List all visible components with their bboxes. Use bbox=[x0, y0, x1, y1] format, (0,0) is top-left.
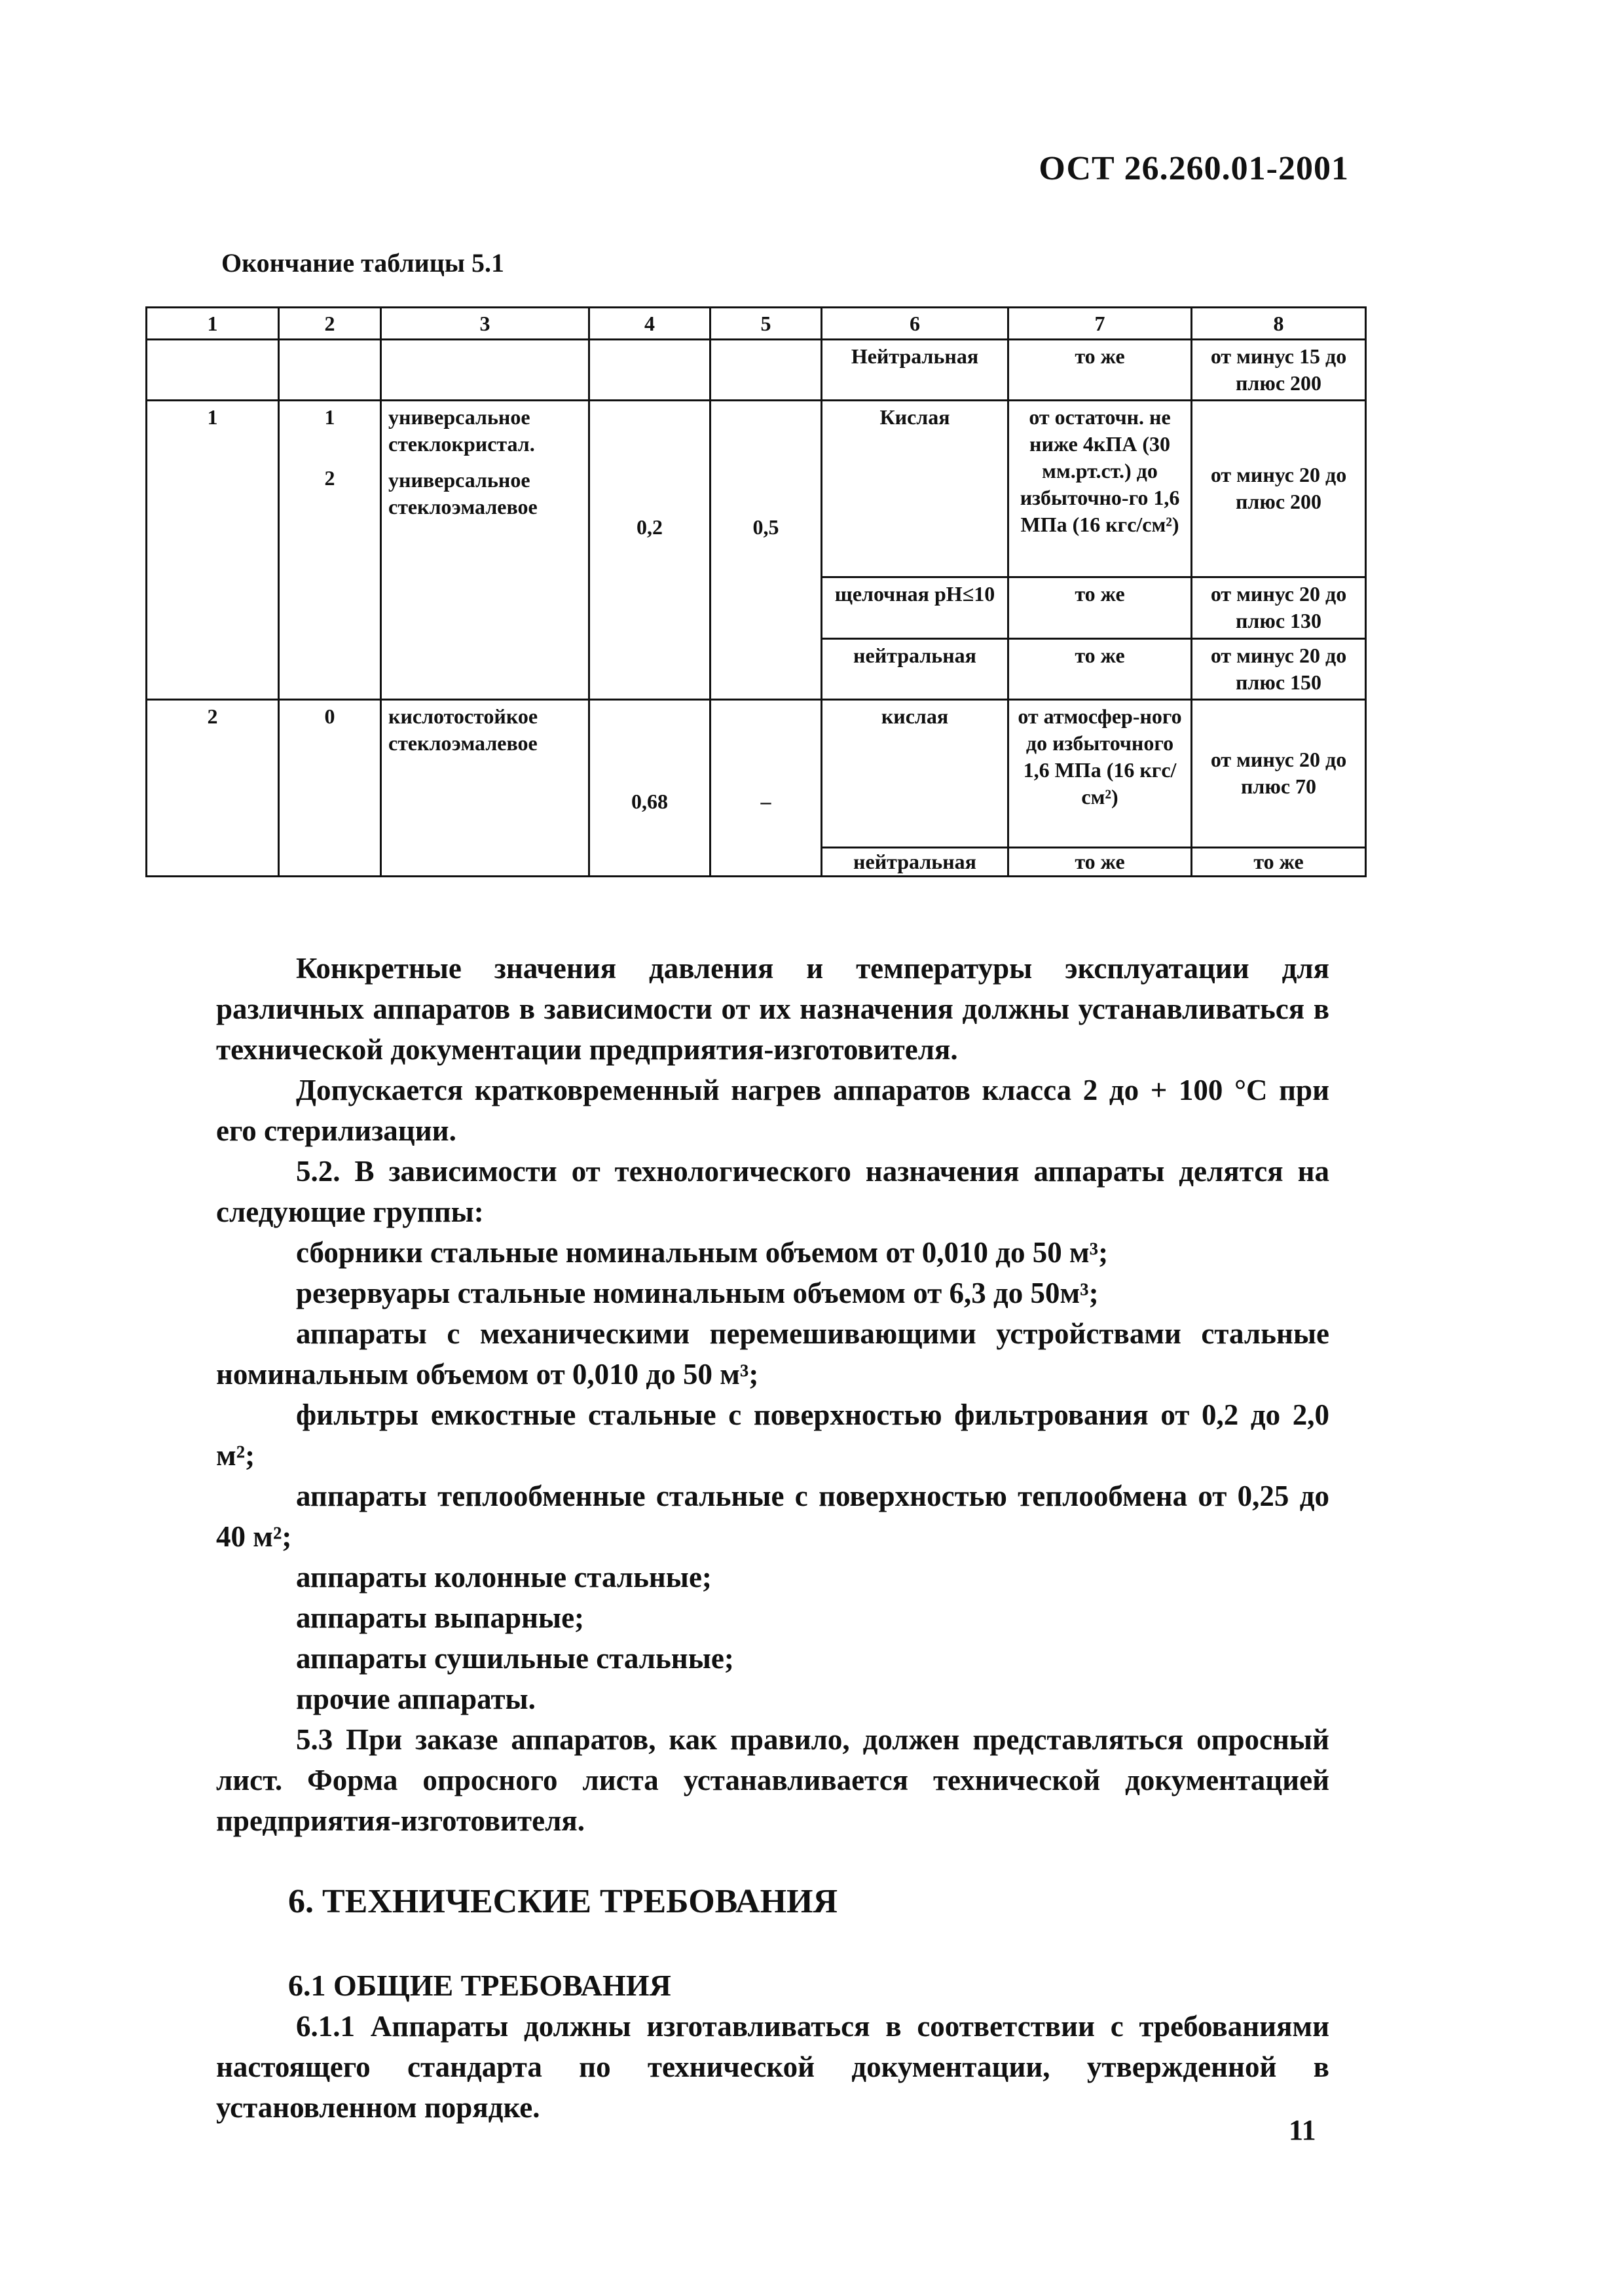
list-item: аппараты колонные стальные; bbox=[296, 1561, 712, 1594]
cell-subclass bbox=[279, 400, 381, 699]
cell-coating-type bbox=[381, 400, 589, 699]
cell-temperature: от минус 20 до плюс 150 bbox=[1192, 638, 1366, 699]
cell-medium: Нейтральная bbox=[822, 340, 1008, 401]
cell-pressure: то же bbox=[1008, 340, 1192, 401]
list-item: фильтры емкостные стальные с поверхностью фильтрования от 0,2 до 2,0 м²; bbox=[216, 1398, 1329, 1472]
cell-class: 1 bbox=[147, 400, 279, 699]
paragraph: 5.3 При заказе аппаратов, как правило, должен представляться опросный лист. Форма опросного листа устанавливается технической документацией предприятия-изготовителя. bbox=[216, 1723, 1329, 1837]
spacer bbox=[718, 404, 814, 514]
spacer bbox=[718, 703, 814, 788]
cell-pressure: от остаточн. не ниже 4кПА (30 мм.рт.ст.) до избыточно-го 1,6 МПа (16 кгс/см²) bbox=[1008, 400, 1192, 577]
list-item: аппараты выпарные; bbox=[296, 1601, 585, 1634]
paragraph: 6.1.1 Аппараты должны изготавливаться в соответствии с требованиями настоящего стандарта по технической документации, утвержденной в установленном порядке. bbox=[216, 2010, 1329, 2124]
col4-value: 0,2 bbox=[637, 515, 663, 539]
cell-pressure: то же bbox=[1008, 577, 1192, 638]
cell-empty bbox=[381, 340, 589, 401]
coating-type: универсальное стеклокристал. bbox=[388, 405, 535, 456]
col-number-2: 2 bbox=[279, 308, 381, 340]
coating-type: универсальное стеклоэмалевое bbox=[388, 467, 538, 519]
cell-coating-type: кислотостойкое стеклоэмалевое bbox=[381, 699, 589, 876]
section-title: 6. ТЕХНИЧЕСКИЕ ТРЕБОВАНИЯ bbox=[288, 1883, 838, 1920]
cell-medium: щелочная рН≤10 bbox=[822, 577, 1008, 638]
cell-medium: нейтральная bbox=[822, 847, 1008, 876]
spacer bbox=[597, 404, 703, 514]
subclass-value: 1 bbox=[324, 405, 335, 429]
cell-pressure: то же bbox=[1008, 638, 1192, 699]
body-text bbox=[216, 948, 1329, 2128]
col-number-7: 7 bbox=[1008, 308, 1192, 340]
cell-temperature: от минус 20 до плюс 200 bbox=[1192, 400, 1366, 577]
page-number: 11 bbox=[1289, 2114, 1316, 2146]
subsection-title: 6.1 ОБЩИЕ ТРЕБОВАНИЯ bbox=[288, 1969, 671, 2002]
list-item: резервуары стальные номинальным объемом от 6,3 до 50м³; bbox=[296, 1277, 1099, 1309]
col-number-4: 4 bbox=[589, 308, 710, 340]
cell-medium: нейтральная bbox=[822, 638, 1008, 699]
col-number-8: 8 bbox=[1192, 308, 1366, 340]
doc-code: ОСТ 26.260.01-2001 bbox=[1039, 150, 1349, 187]
list-item: аппараты с механическими перемешивающими устройствами стальные номинальным объемом от 0,010 до 50 м³; bbox=[216, 1317, 1329, 1391]
table-header-row bbox=[147, 308, 1366, 340]
paragraph: 5.2. В зависимости от технологического назначения аппараты делятся на следующие группы: bbox=[216, 1155, 1329, 1228]
list-item: сборники стальные номинальным объемом от 0,010 до 50 м³; bbox=[296, 1236, 1109, 1269]
cell-temperature: то же bbox=[1192, 847, 1366, 876]
spec-table bbox=[145, 306, 1367, 877]
spacer bbox=[597, 703, 703, 788]
col-number-6: 6 bbox=[822, 308, 1008, 340]
cell-col4 bbox=[589, 400, 710, 699]
table-row bbox=[147, 400, 1366, 577]
list-item: аппараты сушильные стальные; bbox=[296, 1642, 734, 1675]
col4-value: 0,68 bbox=[631, 789, 668, 813]
table-row bbox=[147, 699, 1366, 847]
list-item: прочие аппараты. bbox=[296, 1683, 536, 1715]
col5-value: – bbox=[760, 789, 771, 813]
col5-value: 0,5 bbox=[752, 515, 779, 539]
list-item: аппараты теплообменные стальные с поверхностью теплообмена от 0,25 до 40 м²; bbox=[216, 1480, 1329, 1553]
cell-empty bbox=[147, 340, 279, 401]
cell-class: 2 bbox=[147, 699, 279, 876]
cell-empty bbox=[710, 340, 822, 401]
cell-temperature: от минус 15 до плюс 200 bbox=[1192, 340, 1366, 401]
col-number-1: 1 bbox=[147, 308, 279, 340]
cell-pressure: то же bbox=[1008, 847, 1192, 876]
col-number-3: 3 bbox=[381, 308, 589, 340]
cell-col5 bbox=[710, 400, 822, 699]
paragraph: Допускается кратковременный нагрев аппаратов класса 2 до + 100 °С при его стерилизации. bbox=[216, 1074, 1329, 1147]
cell-empty bbox=[589, 340, 710, 401]
cell-empty bbox=[279, 340, 381, 401]
cell-medium: Кислая bbox=[822, 400, 1008, 577]
cell-temperature: от минус 20 до плюс 130 bbox=[1192, 577, 1366, 638]
spacer bbox=[286, 431, 373, 465]
table-caption: Окончание таблицы 5.1 bbox=[221, 248, 504, 278]
subclass-value: 2 bbox=[324, 465, 335, 490]
paragraph: Конкретные значения давления и температуры эксплуатации для различных аппаратов в зависимости от их назначения должны устанавливаться в технической документации предприятия-изготовителя. bbox=[216, 952, 1329, 1066]
cell-col5 bbox=[710, 699, 822, 876]
cell-subclass: 0 bbox=[279, 699, 381, 876]
cell-pressure: от атмосфер-ного до избыточного 1,6 МПа (16 кгс/см²) bbox=[1008, 699, 1192, 847]
cell-temperature: от минус 20 до плюс 70 bbox=[1192, 699, 1366, 847]
cell-col4 bbox=[589, 699, 710, 876]
table-row bbox=[147, 340, 1366, 401]
col-number-5: 5 bbox=[710, 308, 822, 340]
cell-medium: кислая bbox=[822, 699, 1008, 847]
